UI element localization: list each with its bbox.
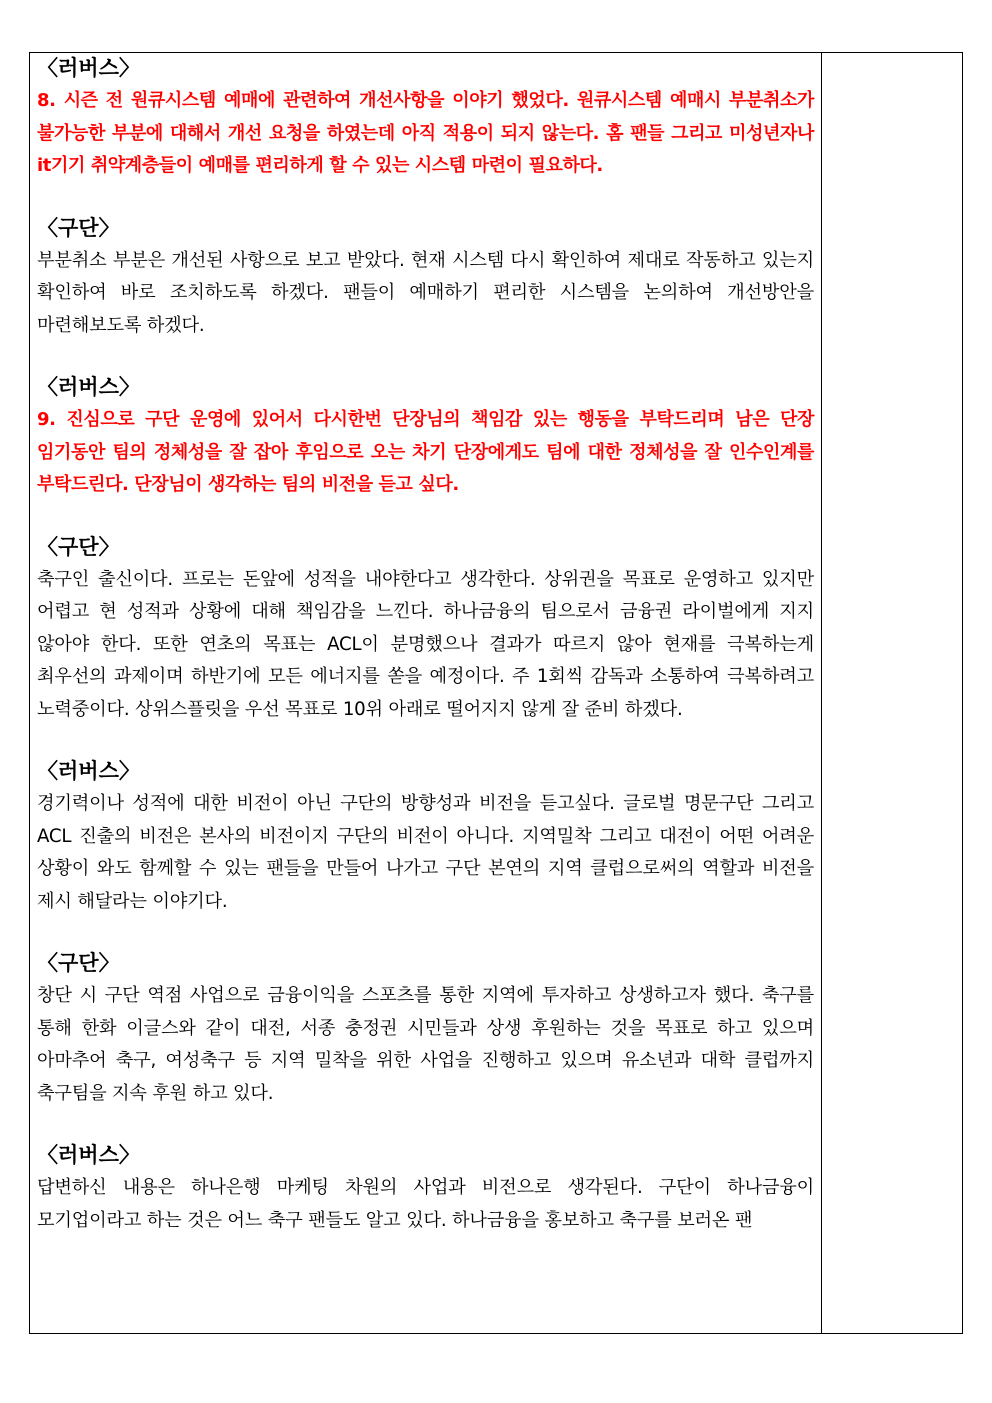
- answer-text: 축구인 출신이다. 프로는 돈앞에 성적을 내야한다고 생각한다. 상위권을 목표로 운영하고 있지만 어렵고 현 성적과 상황에 대해 책임감을 느낀다. 하나금융의 팀으로서 금융권 라이벌에게 지지 않아야 한다. 또한 연초의 목표는 ACL이 분명했으나 결과가 따르지 않아 현재를 극복하는게 최우선의 과제이며 하반기에 모든 에너지를 쏟을 예정이다. 주 1회씩 감독과 소통하여 극복하려고 노력중이다. 상위스플릿을 우선 목표로 10위 아래로 떨어지지 않게 잘 준비 하겠다.: [37, 568, 814, 720]
- answer-text: 부분취소 부분은 개선된 사항으로 보고 받았다. 현재 시스템 다시 확인하여 제대로 작동하고 있는지 확인하여 바로 조치하도록 하겠다. 팬들이 예매하기 편리한 시스템을 논의하여 개선방안을 마련해보도록 하겠다.: [37, 249, 814, 336]
- spacer: [37, 918, 814, 948]
- dialogue-block-6: [37, 948, 814, 1110]
- dialogue-block-7: [37, 1140, 814, 1237]
- dialogue-block-4: [37, 532, 814, 727]
- spacer: [37, 342, 814, 372]
- answer-text: 창단 시 구단 역점 사업으로 금융이익을 스포츠를 통한 지역에 투자하고 상생하고자 했다. 축구를 통해 한화 이글스와 같이 대전, 서종 충정권 시민들과 상생 후원하는 것을 목표로 하고 있으며 아마추어 축구, 여성축구 등 지역 밀착을 위한 사업을 진행하고 있으며 유소년과 대학 클럽까지 축구팀을 지속 후원 하고 있다.: [37, 985, 814, 1104]
- speaker-label: 〈러버스〉: [37, 56, 140, 80]
- question-text: 8. 시즌 전 원큐시스템 예매에 관련하여 개선사항을 이야기 했었다. 원큐시스템 예매시 부분취소가 불가능한 부분에 대해서 개선 요청을 하였는데 아직 적용이 되지 않는다. 홈 팬들 그리고 미성년자나 it기기 취약계층들이 예매를 편리하게 할 수 있는 시스템 마련이 필요하다.: [37, 90, 814, 176]
- spacer: [37, 183, 814, 213]
- speaker-label: 〈구단〉: [37, 215, 120, 240]
- speaker-label: 〈러버스〉: [37, 1143, 140, 1167]
- spacer: [37, 726, 814, 756]
- notes-empty-cell: [822, 53, 962, 1333]
- dialogue-block-5: [37, 756, 814, 918]
- answer-text: 경기력이나 성적에 대한 비전이 아닌 구단의 방향성과 비전을 듣고싶다. 글로벌 명문구단 그리고 ACL 진출의 비전은 본사의 비전이지 구단의 비전이 아니다. 지역밀착 그리고 대전이 어떤 어려운 상황이 와도 함께할 수 있는 팬들을 만들어 나가고 구단 본연의 지역 클럽으로써의 역할과 비전을 제시 해달라는 이야기다.: [37, 793, 814, 912]
- answer-text: 답변하신 내용은 하나은행 마케팅 차원의 사업과 비전으로 생각된다. 구단이 하나금융이 모기업이라고 하는 것은 어느 축구 팬들도 알고 있다. 하나금융을 홍보하고 축구를 보러온 팬: [37, 1177, 814, 1231]
- spacer: [37, 1110, 814, 1140]
- speaker-label: 〈러버스〉: [37, 375, 140, 399]
- dialogue-block-2: [37, 213, 814, 343]
- spacer: [37, 502, 814, 532]
- question-text: 9. 진심으로 구단 운영에 있어서 다시한번 단장님의 책임감 있는 행동을 부탁드리며 남은 단장 임기동안 팀의 정체성을 잘 잡아 후임으로 오는 차기 단장에게도 팀에 대한 정체성을 잘 인수인계를 부탁드린다. 단장님이 생각하는 팀의 비전을 듣고 싶다.: [37, 409, 814, 495]
- speaker-label: 〈러버스〉: [37, 759, 140, 783]
- document-table: [29, 52, 963, 1334]
- speaker-label: 〈구단〉: [37, 951, 120, 975]
- dialogue-block-3: [37, 372, 814, 502]
- speaker-label: 〈구단〉: [37, 534, 120, 559]
- dialogue-block-1: [37, 53, 814, 183]
- minutes-content-cell: [30, 53, 822, 1333]
